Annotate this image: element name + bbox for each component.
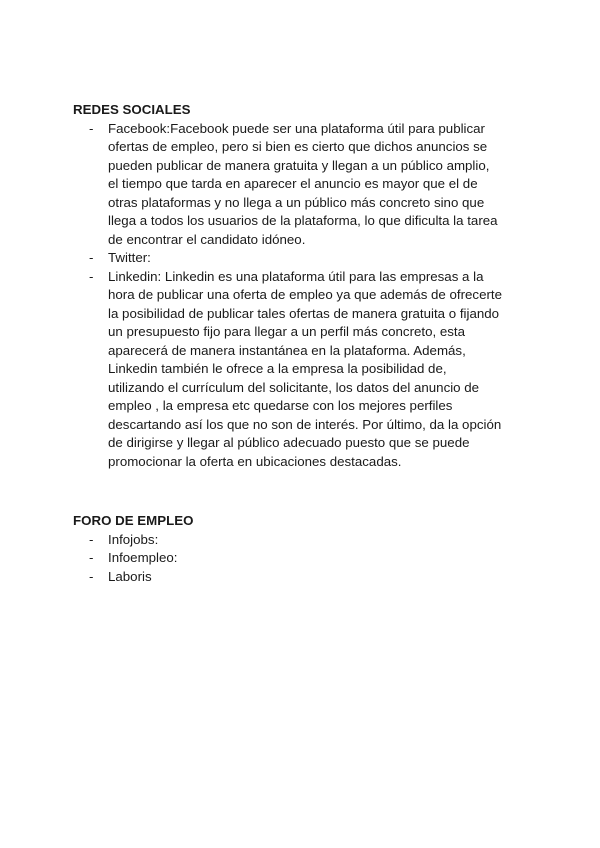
text-line: Laboris (108, 568, 152, 584)
section-heading: REDES SOCIALES (73, 102, 191, 117)
section-heading: FORO DE EMPLEO (73, 513, 194, 528)
text-line: la posibilidad de publicar tales ofertas de manera gratuita o fijando (108, 305, 500, 321)
text-line: ofertas de empleo, pero si bien es cierto que dichos anuncios se (108, 139, 488, 154)
bullet-dash: - (89, 250, 94, 265)
text-line: promocionar la oferta en ubicaciones destacadas. (108, 453, 402, 469)
text-line: hora de publicar una oferta de empleo ya que además de ofrecerte (108, 287, 502, 302)
text-line: de encontrar el candidato idóneo. (108, 231, 306, 247)
text-line: Infoempleo: (108, 550, 178, 565)
text-line: pueden publicar de manera gratuita y llegan a un público amplio, (108, 157, 490, 173)
text-line: llega a todos los usuarios de la plataforma, lo que dificulta la tarea (108, 213, 498, 228)
list-item (73, 531, 193, 550)
text-line: Linkedin: Linkedin es una plataforma útil para las empresas a la (108, 268, 484, 284)
list-item (73, 268, 502, 472)
text-line: aparecerá de manera instantánea en la plataforma. Además, (108, 342, 466, 358)
list-item (73, 249, 502, 268)
text-line: otras plataformas y no llega a un público más concreto sino que (108, 194, 485, 210)
list-item (73, 549, 193, 568)
bullet-dash: - (89, 531, 94, 547)
text-line: de dirigirse y llegar al público adecuado puesto que se puede (108, 435, 470, 450)
section-foro-de-empleo (73, 512, 193, 586)
section-redes-sociales (73, 101, 502, 471)
text-line: Twitter: (108, 250, 151, 265)
text-line: el tiempo que tarda en aparecer el anuncio es mayor que el de (108, 176, 478, 191)
text-line: Linkedin también le ofrece a la empresa la posibilidad de, (108, 361, 447, 376)
text-line: utilizando el currículum del solicitante, los datos del anuncio de (108, 379, 480, 395)
text-line: un presupuesto fijo para llegar a un perfil más concreto, esta (108, 324, 466, 339)
text-line: Facebook:Facebook puede ser una plataforma útil para publicar (108, 120, 485, 136)
bullet-dash: - (89, 568, 94, 584)
text-line: Infojobs: (108, 531, 159, 547)
text-line: descartando así los que no son de interés. Por último, da la opción (108, 416, 502, 432)
bullet-dash: - (89, 120, 94, 136)
list-item (73, 568, 193, 587)
text-line: empleo , la empresa etc quedarse con los mejores perfiles (108, 398, 453, 413)
bullet-dash: - (89, 268, 94, 284)
list-item (73, 120, 502, 250)
bullet-dash: - (89, 550, 94, 565)
